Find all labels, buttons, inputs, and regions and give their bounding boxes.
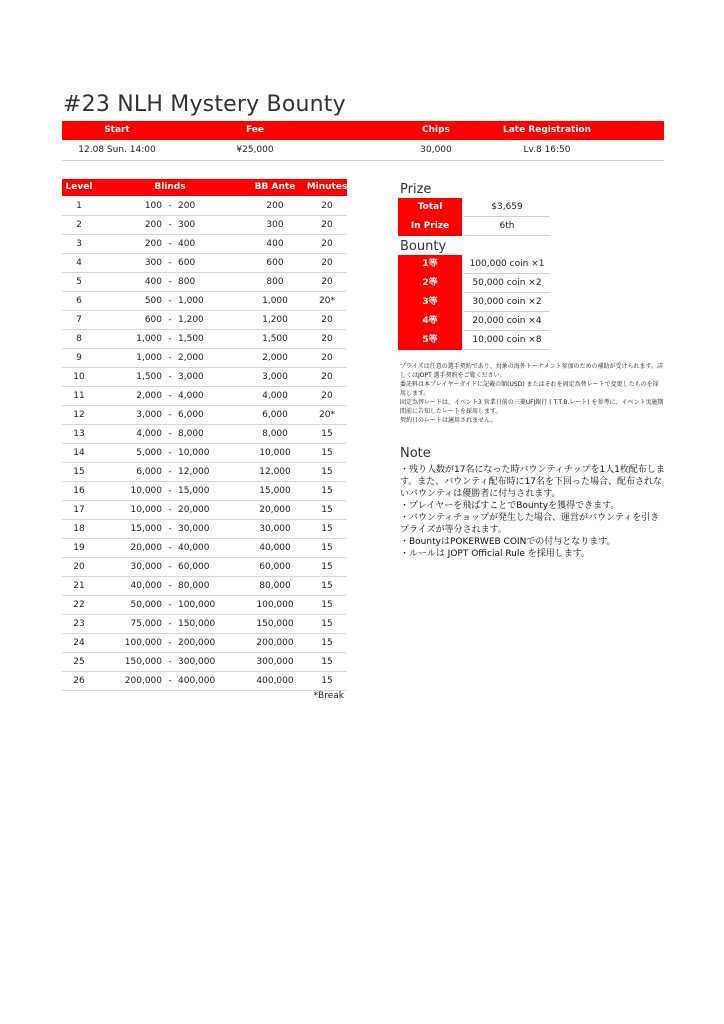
level-cell: 22 bbox=[73, 600, 85, 610]
blinds-header-minutes: Minutes bbox=[306, 182, 348, 192]
blind-level-row bbox=[62, 615, 347, 634]
minutes-cell: 20 bbox=[321, 201, 333, 211]
summary-header-late-registration: Late Registration bbox=[502, 125, 592, 135]
small-blind-cell: 200 bbox=[144, 220, 162, 230]
blind-level-row bbox=[62, 216, 347, 235]
bounty-rank-label: 2等 bbox=[398, 274, 462, 293]
small-blind-cell: 10,000 bbox=[130, 505, 162, 515]
minutes-cell: 15 bbox=[321, 562, 333, 572]
minutes-cell: 20 bbox=[321, 334, 333, 344]
small-blind-cell: 75,000 bbox=[130, 619, 162, 629]
prize-label: Total bbox=[398, 198, 462, 217]
blind-level-row bbox=[62, 539, 347, 558]
big-blind-cell: 20,000 bbox=[178, 505, 210, 515]
note-item: ・バウンティチョップが発生した場合、運営がバウンティを引きプライズが等分されます。 bbox=[400, 513, 660, 535]
blind-separator: - bbox=[168, 296, 172, 306]
small-blind-cell: 400 bbox=[144, 277, 162, 287]
note-item: ・BountyはPOKERWEB COINでの付与となります。 bbox=[400, 537, 616, 547]
small-blind-cell: 15,000 bbox=[130, 524, 162, 534]
blind-level-row bbox=[62, 672, 347, 691]
small-blind-cell: 1,500 bbox=[136, 372, 162, 382]
big-blind-cell: 12,000 bbox=[178, 467, 210, 477]
big-blind-cell: 400,000 bbox=[178, 676, 216, 686]
note-title: Note bbox=[400, 446, 431, 461]
big-blind-cell: 300,000 bbox=[178, 657, 216, 667]
blind-separator: - bbox=[168, 619, 172, 629]
big-blind-cell: 40,000 bbox=[178, 543, 210, 553]
blind-level-row bbox=[62, 482, 347, 501]
blind-level-row bbox=[62, 292, 347, 311]
prize-value: $3,659 bbox=[464, 198, 550, 217]
blind-level-row bbox=[62, 425, 347, 444]
summary-start-value: 12.08 Sun. 14:00 bbox=[78, 145, 156, 155]
summary-fee-value: ¥25,000 bbox=[236, 145, 274, 155]
big-blind-cell: 800 bbox=[178, 277, 196, 287]
level-cell: 5 bbox=[76, 277, 82, 287]
bb-ante-cell: 10,000 bbox=[259, 448, 291, 458]
blind-separator: - bbox=[168, 239, 172, 249]
small-blind-cell: 50,000 bbox=[130, 600, 162, 610]
blind-separator: - bbox=[168, 334, 172, 344]
big-blind-cell: 15,000 bbox=[178, 486, 210, 496]
small-blind-cell: 150,000 bbox=[124, 657, 162, 667]
summary-row bbox=[62, 141, 664, 161]
bb-ante-cell: 40,000 bbox=[259, 543, 291, 553]
level-cell: 14 bbox=[73, 448, 85, 458]
bb-ante-cell: 3,000 bbox=[262, 372, 288, 382]
blind-level-row bbox=[62, 463, 347, 482]
minutes-cell: 20 bbox=[321, 391, 333, 401]
small-blind-cell: 4,000 bbox=[136, 429, 162, 439]
level-cell: 18 bbox=[73, 524, 85, 534]
big-blind-cell: 10,000 bbox=[178, 448, 210, 458]
prize-row-in-prize bbox=[398, 217, 550, 236]
big-blind-cell: 1,200 bbox=[178, 315, 204, 325]
disclaimer-line: 固定為替レートは、イベント3 営業日前の三菱UFJ銀行 ( T.T.B.レート) を参考に、イベント実施期間前に告知したレートを採用します。 bbox=[400, 399, 664, 415]
bounty-row-4 bbox=[398, 312, 550, 331]
bb-ante-cell: 2,000 bbox=[262, 353, 288, 363]
level-cell: 11 bbox=[73, 391, 85, 401]
big-blind-cell: 200,000 bbox=[178, 638, 216, 648]
blinds-table-body bbox=[62, 197, 347, 691]
small-blind-cell: 200,000 bbox=[124, 676, 162, 686]
note-item: ・残り人数が17名になった時バウンティチップを1人1枚配布します。また、バウンティ配布時に17名を下回った場合、配布されないバウンティは優勝者に付与されます。 bbox=[400, 465, 665, 499]
blind-separator: - bbox=[168, 220, 172, 230]
small-blind-cell: 3,000 bbox=[136, 410, 162, 420]
bb-ante-cell: 80,000 bbox=[259, 581, 291, 591]
level-cell: 20 bbox=[73, 562, 85, 572]
bb-ante-cell: 150,000 bbox=[256, 619, 294, 629]
big-blind-cell: 1,000 bbox=[178, 296, 204, 306]
blind-separator: - bbox=[168, 486, 172, 496]
blind-level-row bbox=[62, 406, 347, 425]
blind-level-row bbox=[62, 577, 347, 596]
blind-level-row bbox=[62, 368, 347, 387]
blind-separator: - bbox=[168, 429, 172, 439]
disclaimer-line: 委託料は本プレイヤーガイドに記載の額(USD) またはそれを固定為替レートで変更したものを採用します。 bbox=[400, 381, 659, 397]
bb-ante-cell: 60,000 bbox=[259, 562, 291, 572]
summary-header-start: Start bbox=[104, 125, 130, 135]
small-blind-cell: 300 bbox=[144, 258, 162, 268]
level-cell: 6 bbox=[76, 296, 82, 306]
bb-ante-cell: 1,500 bbox=[262, 334, 288, 344]
level-cell: 2 bbox=[76, 220, 82, 230]
blind-level-row bbox=[62, 330, 347, 349]
note-item: ・ルールは JOPT Official Rule を採用します。 bbox=[400, 549, 591, 559]
bb-ante-cell: 12,000 bbox=[259, 467, 291, 477]
level-cell: 10 bbox=[73, 372, 85, 382]
minutes-cell: 15 bbox=[321, 448, 333, 458]
level-cell: 19 bbox=[73, 543, 85, 553]
summary-header-chips: Chips bbox=[422, 125, 450, 135]
big-blind-cell: 4,000 bbox=[178, 391, 204, 401]
summary-header-fee: Fee bbox=[246, 125, 264, 135]
small-blind-cell: 6,000 bbox=[136, 467, 162, 477]
bb-ante-cell: 800 bbox=[266, 277, 284, 287]
big-blind-cell: 6,000 bbox=[178, 410, 204, 420]
bb-ante-cell: 300,000 bbox=[256, 657, 294, 667]
big-blind-cell: 100,000 bbox=[178, 600, 216, 610]
big-blind-cell: 80,000 bbox=[178, 581, 210, 591]
blind-level-row bbox=[62, 387, 347, 406]
minutes-cell: 20 bbox=[321, 277, 333, 287]
blind-level-row bbox=[62, 254, 347, 273]
level-cell: 17 bbox=[73, 505, 85, 515]
bb-ante-cell: 200 bbox=[266, 201, 284, 211]
bounty-row-5 bbox=[398, 331, 550, 350]
level-cell: 3 bbox=[76, 239, 82, 249]
minutes-cell: 15 bbox=[321, 467, 333, 477]
bounty-coin-value: 30,000 coin ×2 bbox=[464, 293, 550, 312]
blind-separator: - bbox=[168, 372, 172, 382]
blind-separator: - bbox=[168, 505, 172, 515]
minutes-cell: 20 bbox=[321, 372, 333, 382]
note-item: ・プレイヤーを飛ばすことでBountyを獲得できます。 bbox=[400, 501, 620, 511]
small-blind-cell: 5,000 bbox=[136, 448, 162, 458]
bounty-rank-label: 4等 bbox=[398, 312, 462, 331]
big-blind-cell: 600 bbox=[178, 258, 196, 268]
blinds-header-level: Level bbox=[65, 182, 93, 192]
blind-separator: - bbox=[168, 562, 172, 572]
blind-separator: - bbox=[168, 524, 172, 534]
level-cell: 25 bbox=[73, 657, 85, 667]
blind-separator: - bbox=[168, 581, 172, 591]
bb-ante-cell: 400,000 bbox=[256, 676, 294, 686]
blind-separator: - bbox=[168, 600, 172, 610]
small-blind-cell: 40,000 bbox=[130, 581, 162, 591]
minutes-cell: 15 bbox=[321, 619, 333, 629]
blind-level-row bbox=[62, 596, 347, 615]
blind-separator: - bbox=[168, 448, 172, 458]
big-blind-cell: 8,000 bbox=[178, 429, 204, 439]
bounty-coin-value: 20,000 coin ×4 bbox=[464, 312, 550, 331]
big-blind-cell: 2,000 bbox=[178, 353, 204, 363]
disclaimer-line: 契約日のレートは適用されません。 bbox=[400, 417, 497, 424]
bb-ante-cell: 300 bbox=[266, 220, 284, 230]
bounty-coin-value: 10,000 coin ×8 bbox=[464, 331, 550, 350]
bounty-rank-label: 1等 bbox=[398, 255, 462, 274]
bb-ante-cell: 15,000 bbox=[259, 486, 291, 496]
bb-ante-cell: 20,000 bbox=[259, 505, 291, 515]
blind-level-row bbox=[62, 235, 347, 254]
minutes-cell: 15 bbox=[321, 638, 333, 648]
big-blind-cell: 1,500 bbox=[178, 334, 204, 344]
big-blind-cell: 300 bbox=[178, 220, 196, 230]
small-blind-cell: 2,000 bbox=[136, 391, 162, 401]
bb-ante-cell: 1,200 bbox=[262, 315, 288, 325]
prize-label: In Prize bbox=[398, 217, 462, 236]
blind-level-row bbox=[62, 349, 347, 368]
blind-separator: - bbox=[168, 410, 172, 420]
prize-row-total bbox=[398, 198, 550, 217]
bounty-row-3 bbox=[398, 293, 550, 312]
bb-ante-cell: 200,000 bbox=[256, 638, 294, 648]
blind-separator: - bbox=[168, 467, 172, 477]
minutes-cell: 20 bbox=[321, 258, 333, 268]
small-blind-cell: 100,000 bbox=[124, 638, 162, 648]
blind-separator: - bbox=[168, 258, 172, 268]
minutes-cell: 15 bbox=[321, 657, 333, 667]
blind-level-row bbox=[62, 634, 347, 653]
blind-separator: - bbox=[168, 657, 172, 667]
bb-ante-cell: 600 bbox=[266, 258, 284, 268]
blind-level-row bbox=[62, 197, 347, 216]
big-blind-cell: 3,000 bbox=[178, 372, 204, 382]
bounty-row-1 bbox=[398, 255, 550, 274]
minutes-cell: 20* bbox=[319, 296, 335, 306]
disclaimer-line: プライズは任意の選手契約であり、対象の海外トーナメント参加のための補助が受けられます。詳しくはJOPT 選手契約をご覧ください。 bbox=[400, 363, 664, 379]
minutes-cell: 20 bbox=[321, 239, 333, 249]
blind-separator: - bbox=[168, 353, 172, 363]
small-blind-cell: 30,000 bbox=[130, 562, 162, 572]
level-cell: 16 bbox=[73, 486, 85, 496]
small-blind-cell: 600 bbox=[144, 315, 162, 325]
bounty-title: Bounty bbox=[400, 239, 447, 254]
bounty-coin-value: 50,000 coin ×2 bbox=[464, 274, 550, 293]
minutes-cell: 15 bbox=[321, 543, 333, 553]
blind-level-row bbox=[62, 273, 347, 292]
minutes-cell: 20 bbox=[321, 315, 333, 325]
summary-late-registration-value: Lv.8 16:50 bbox=[523, 145, 571, 155]
bounty-rank-label: 5等 bbox=[398, 331, 462, 350]
bb-ante-cell: 4,000 bbox=[262, 391, 288, 401]
bb-ante-cell: 6,000 bbox=[262, 410, 288, 420]
level-cell: 1 bbox=[76, 201, 82, 211]
minutes-cell: 15 bbox=[321, 486, 333, 496]
level-cell: 7 bbox=[76, 315, 82, 325]
prize-value: 6th bbox=[464, 217, 550, 236]
bb-ante-cell: 8,000 bbox=[262, 429, 288, 439]
small-blind-cell: 100 bbox=[144, 201, 162, 211]
big-blind-cell: 60,000 bbox=[178, 562, 210, 572]
minutes-cell: 20 bbox=[321, 353, 333, 363]
minutes-cell: 20* bbox=[319, 410, 335, 420]
level-cell: 4 bbox=[76, 258, 82, 268]
bounty-row-2 bbox=[398, 274, 550, 293]
blind-separator: - bbox=[168, 391, 172, 401]
level-cell: 8 bbox=[76, 334, 82, 344]
level-cell: 21 bbox=[73, 581, 85, 591]
big-blind-cell: 150,000 bbox=[178, 619, 216, 629]
break-note: *Break bbox=[313, 691, 344, 701]
blinds-table-header bbox=[62, 179, 347, 196]
blind-level-row bbox=[62, 444, 347, 463]
prize-title: Prize bbox=[400, 182, 432, 197]
small-blind-cell: 10,000 bbox=[130, 486, 162, 496]
minutes-cell: 20 bbox=[321, 220, 333, 230]
level-cell: 12 bbox=[73, 410, 85, 420]
level-cell: 15 bbox=[73, 467, 85, 477]
small-blind-cell: 20,000 bbox=[130, 543, 162, 553]
small-blind-cell: 200 bbox=[144, 239, 162, 249]
minutes-cell: 15 bbox=[321, 581, 333, 591]
bounty-rank-label: 3等 bbox=[398, 293, 462, 312]
blind-separator: - bbox=[168, 201, 172, 211]
bounty-coin-value: 100,000 coin ×1 bbox=[464, 255, 550, 274]
level-cell: 9 bbox=[76, 353, 82, 363]
blind-level-row bbox=[62, 520, 347, 539]
big-blind-cell: 30,000 bbox=[178, 524, 210, 534]
blind-separator: - bbox=[168, 676, 172, 686]
blind-level-row bbox=[62, 653, 347, 672]
level-cell: 23 bbox=[73, 619, 85, 629]
blinds-header-bb-ante: BB Ante bbox=[254, 182, 296, 192]
bb-ante-cell: 30,000 bbox=[259, 524, 291, 534]
note-list bbox=[400, 464, 668, 560]
big-blind-cell: 400 bbox=[178, 239, 196, 249]
bb-ante-cell: 1,000 bbox=[262, 296, 288, 306]
blind-separator: - bbox=[168, 277, 172, 287]
big-blind-cell: 200 bbox=[178, 201, 196, 211]
level-cell: 13 bbox=[73, 429, 85, 439]
level-cell: 24 bbox=[73, 638, 85, 648]
blind-separator: - bbox=[168, 315, 172, 325]
small-blind-cell: 1,000 bbox=[136, 334, 162, 344]
minutes-cell: 15 bbox=[321, 505, 333, 515]
minutes-cell: 15 bbox=[321, 600, 333, 610]
blind-level-row bbox=[62, 501, 347, 520]
minutes-cell: 15 bbox=[321, 524, 333, 534]
bb-ante-cell: 100,000 bbox=[256, 600, 294, 610]
prize-disclaimer bbox=[400, 362, 664, 425]
small-blind-cell: 1,000 bbox=[136, 353, 162, 363]
small-blind-cell: 500 bbox=[144, 296, 162, 306]
page-title: #23 NLH Mystery Bounty bbox=[63, 92, 346, 117]
level-cell: 26 bbox=[73, 676, 85, 686]
minutes-cell: 15 bbox=[321, 676, 333, 686]
blinds-header-blinds: Blinds bbox=[154, 182, 186, 192]
blind-separator: - bbox=[168, 638, 172, 648]
bb-ante-cell: 400 bbox=[266, 239, 284, 249]
blind-separator: - bbox=[168, 543, 172, 553]
blind-level-row bbox=[62, 311, 347, 330]
summary-header bbox=[62, 121, 664, 140]
blind-level-row bbox=[62, 558, 347, 577]
summary-chips-value: 30,000 bbox=[420, 145, 452, 155]
minutes-cell: 15 bbox=[321, 429, 333, 439]
